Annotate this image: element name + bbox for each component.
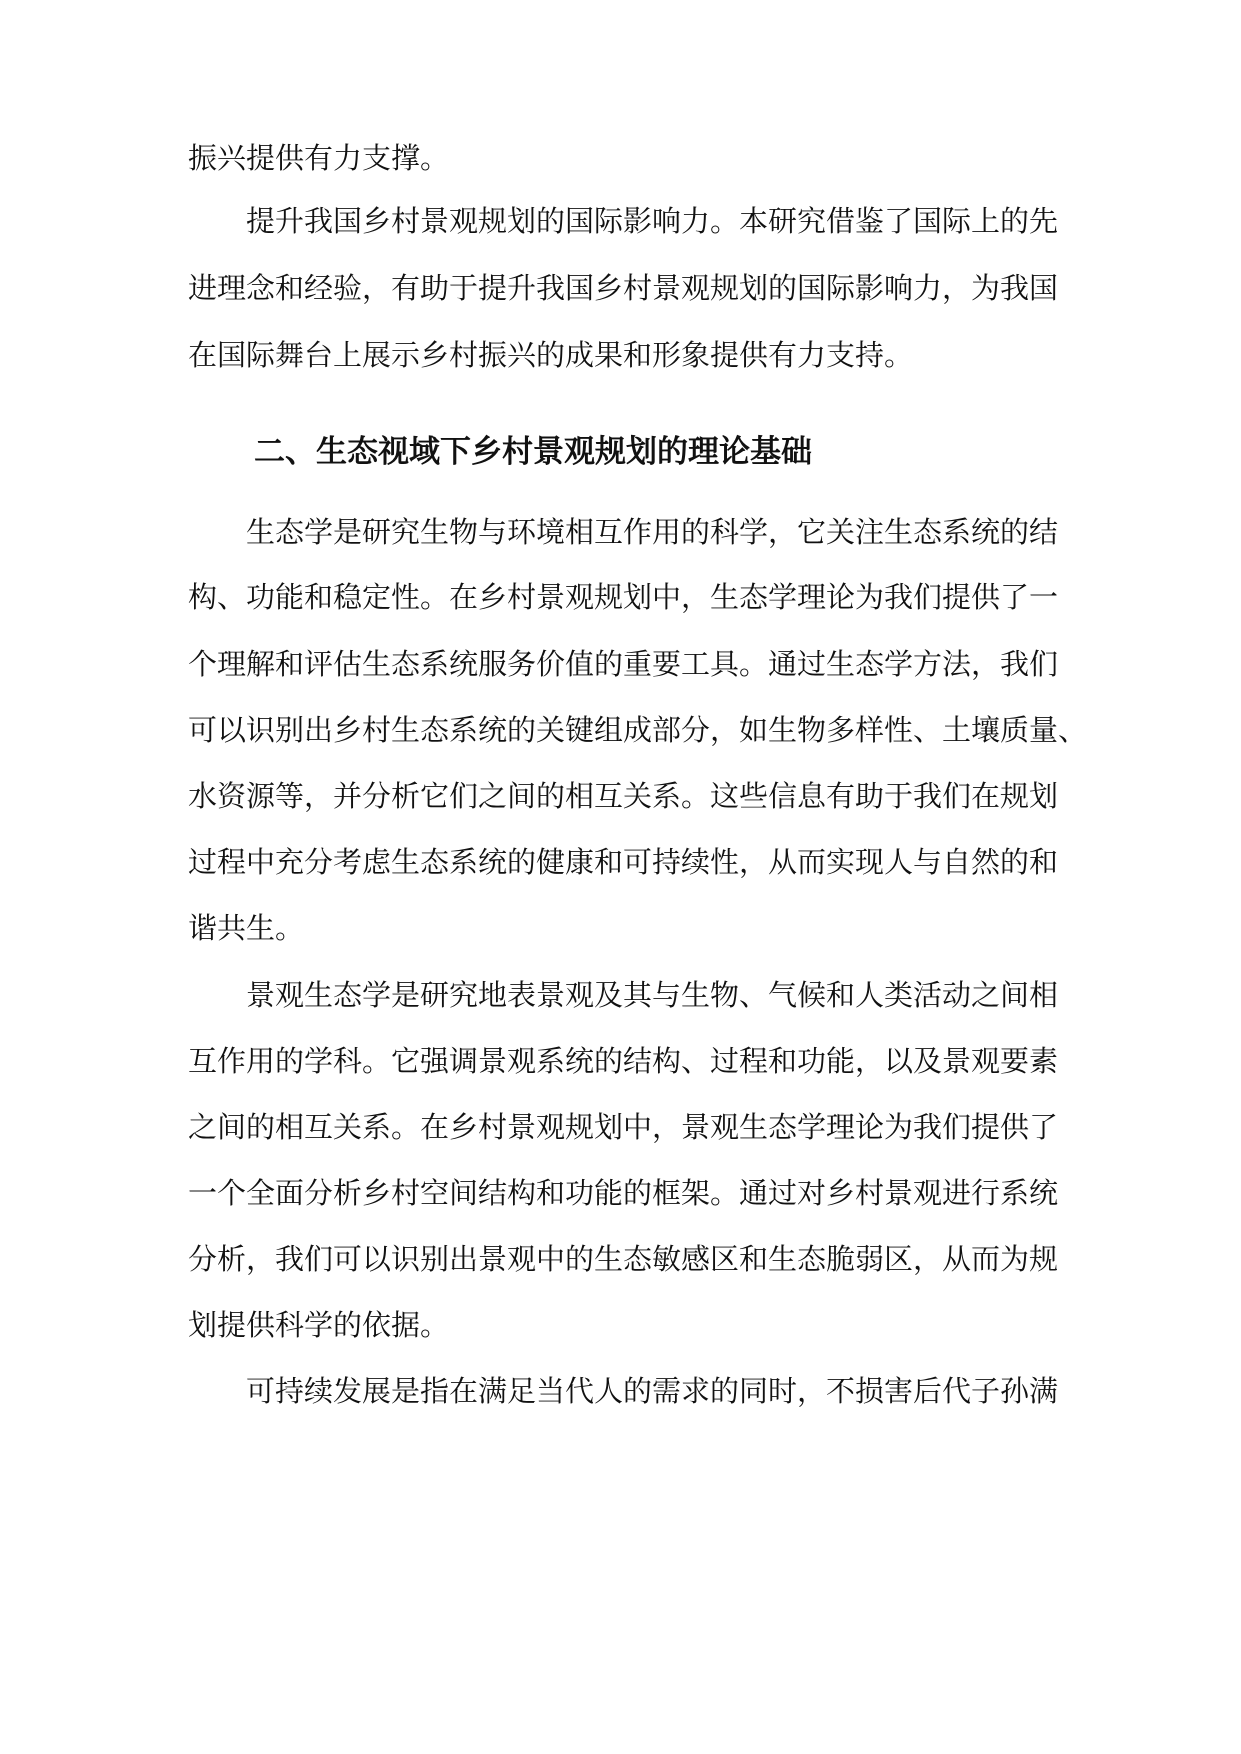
paragraph-line: 在国际舞台上展示乡村振兴的成果和形象提供有力支持。 bbox=[188, 338, 914, 372]
paragraph-line: 生态学是研究生物与环境相互作用的科学，它关注生态系统的结 bbox=[246, 515, 1059, 549]
paragraph-line: 过程中充分考虑生态系统的健康和可持续性，从而实现人与自然的和 bbox=[188, 845, 1059, 879]
paragraph-line: 可以识别出乡村生态系统的关键组成部分，如生物多样性、土壤质量、 bbox=[188, 713, 1088, 747]
paragraph-line: 景观生态学是研究地表景观及其与生物、气候和人类活动之间相 bbox=[246, 978, 1059, 1012]
paragraph-line: 水资源等，并分析它们之间的相互关系。这些信息有助于我们在规划 bbox=[188, 779, 1059, 813]
paragraph-line: 个理解和评估生态系统服务价值的重要工具。通过生态学方法，我们 bbox=[188, 647, 1059, 681]
section-heading: 二、生态视域下乡村景观规划的理论基础 bbox=[254, 434, 812, 470]
paragraph-line: 互作用的学科。它强调景观系统的结构、过程和功能，以及景观要素 bbox=[188, 1044, 1059, 1078]
paragraph-line: 振兴提供有力支撑。 bbox=[188, 141, 450, 175]
paragraph-line: 划提供科学的依据。 bbox=[188, 1308, 450, 1342]
paragraph-line: 谐共生。 bbox=[188, 911, 305, 945]
paragraph-line: 提升我国乡村景观规划的国际影响力。本研究借鉴了国际上的先 bbox=[246, 204, 1059, 238]
paragraph-line: 分析，我们可以识别出景观中的生态敏感区和生态脆弱区，从而为规 bbox=[188, 1242, 1059, 1276]
paragraph-line: 一个全面分析乡村空间结构和功能的框架。通过对乡村景观进行系统 bbox=[188, 1176, 1059, 1210]
paragraph-line: 构、功能和稳定性。在乡村景观规划中，生态学理论为我们提供了一 bbox=[188, 580, 1059, 614]
paragraph-line: 进理念和经验，有助于提升我国乡村景观规划的国际影响力，为我国 bbox=[188, 271, 1059, 305]
paragraph-line: 之间的相互关系。在乡村景观规划中，景观生态学理论为我们提供了 bbox=[188, 1110, 1059, 1144]
paragraph-line: 可持续发展是指在满足当代人的需求的同时，不损害后代子孙满 bbox=[246, 1374, 1059, 1408]
